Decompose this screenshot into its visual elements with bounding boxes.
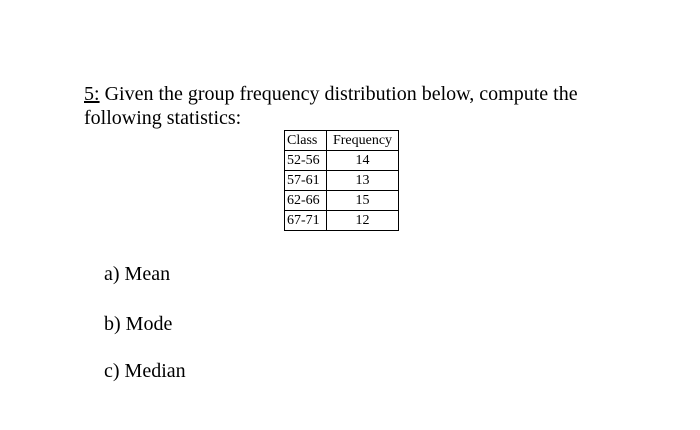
table-row [285, 191, 399, 211]
table-row [285, 171, 399, 191]
header-class: Class [285, 131, 327, 151]
class-cell: 52-56 [285, 151, 327, 171]
class-cell: 62-66 [285, 191, 327, 211]
table-row [285, 211, 399, 231]
frequency-cell: 15 [327, 191, 399, 211]
question-body: Given the group frequency distribution below, compute the following statistics: [84, 83, 578, 129]
frequency-cell: 12 [327, 211, 399, 231]
part-a-mean: a) Mean [104, 263, 171, 285]
question-number: 5: [84, 83, 100, 105]
table-row [285, 151, 399, 171]
frequency-table [284, 130, 399, 231]
frequency-cell: 13 [327, 171, 399, 191]
class-cell: 57-61 [285, 171, 327, 191]
table-header-row [285, 131, 399, 151]
class-cell: 67-71 [285, 211, 327, 231]
header-frequency: Frequency [327, 131, 399, 151]
part-c-median: c) Median [104, 360, 186, 382]
frequency-cell: 14 [327, 151, 399, 171]
part-b-mode: b) Mode [104, 313, 173, 335]
question-text [84, 82, 644, 130]
